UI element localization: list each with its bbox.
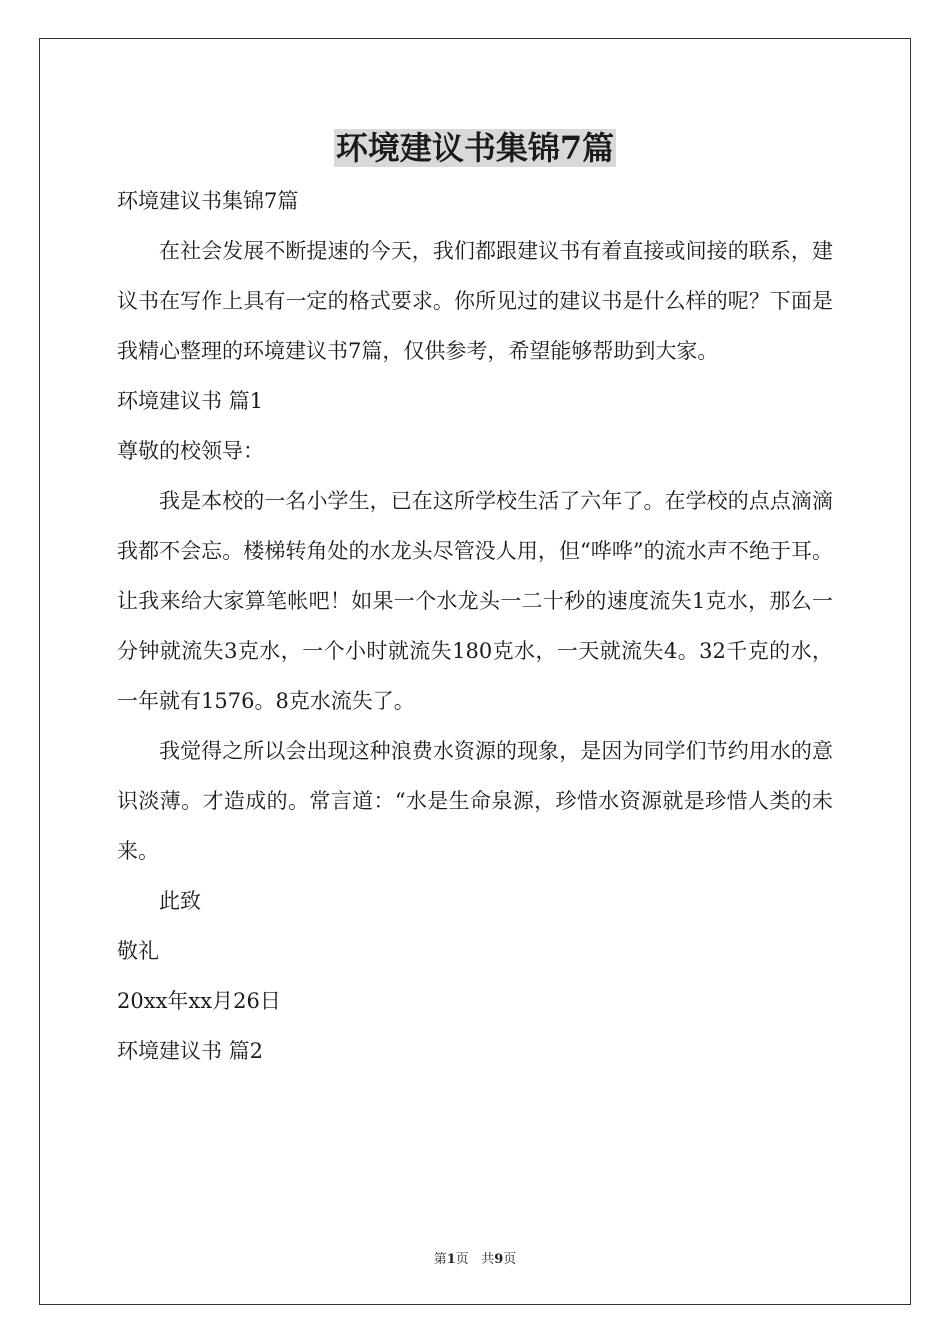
closing-jingli: 敬礼	[117, 939, 159, 963]
document-body	[117, 176, 833, 1076]
footer-page-number: 1	[446, 1252, 456, 1267]
document-title-text: 环境建议书集锦7篇	[335, 129, 615, 167]
closing-cizhi: 此致	[159, 889, 201, 913]
document-title	[0, 126, 950, 170]
section-heading-1: 环境建议书 篇1	[117, 389, 264, 413]
body-paragraph-1: 我是本校的一名小学生，已在这所学校生活了六年了。在学校的点点滴滴我都不会忘。楼梯转角处的水龙头尽管没人用，但“哗哗”的流水声不绝于耳。让我来给大家算笔帐吧！如果一个水龙头一二十秒的速度流失1克水，那么一分钟就流失3克水，一个小时就流失180克水，一天就流失4。32千克的水，一年就有1576。8克水流失了。	[117, 489, 833, 713]
footer-total-suffix: 页	[503, 1252, 517, 1267]
section-heading-2: 环境建议书 篇2	[117, 1039, 264, 1063]
intro-paragraph: 在社会发展不断提速的今天，我们都跟建议书有着直接或间接的联系，建议书在写作上具有一定的格式要求。你所见过的建议书是什么样的呢？下面是我精心整理的环境建议书7篇，仅供参考，希望能够帮助到大家。	[117, 239, 833, 363]
body-paragraph-2: 我觉得之所以会出现这种浪费水资源的现象，是因为同学们节约用水的意识淡薄。才造成的。常言道：“水是生命泉源，珍惜水资源就是珍惜人类的未来。	[117, 739, 833, 863]
footer-prefix: 第	[433, 1252, 447, 1267]
page-footer	[0, 1248, 950, 1267]
footer-total-pages: 9	[494, 1252, 504, 1267]
subtitle-line: 环境建议书集锦7篇	[117, 189, 299, 213]
footer-total-prefix: 共	[481, 1252, 495, 1267]
salutation: 尊敬的校领导：	[117, 439, 264, 463]
footer-page-suffix: 页	[455, 1252, 469, 1267]
date-line: 20xx年xx月26日	[117, 989, 281, 1013]
